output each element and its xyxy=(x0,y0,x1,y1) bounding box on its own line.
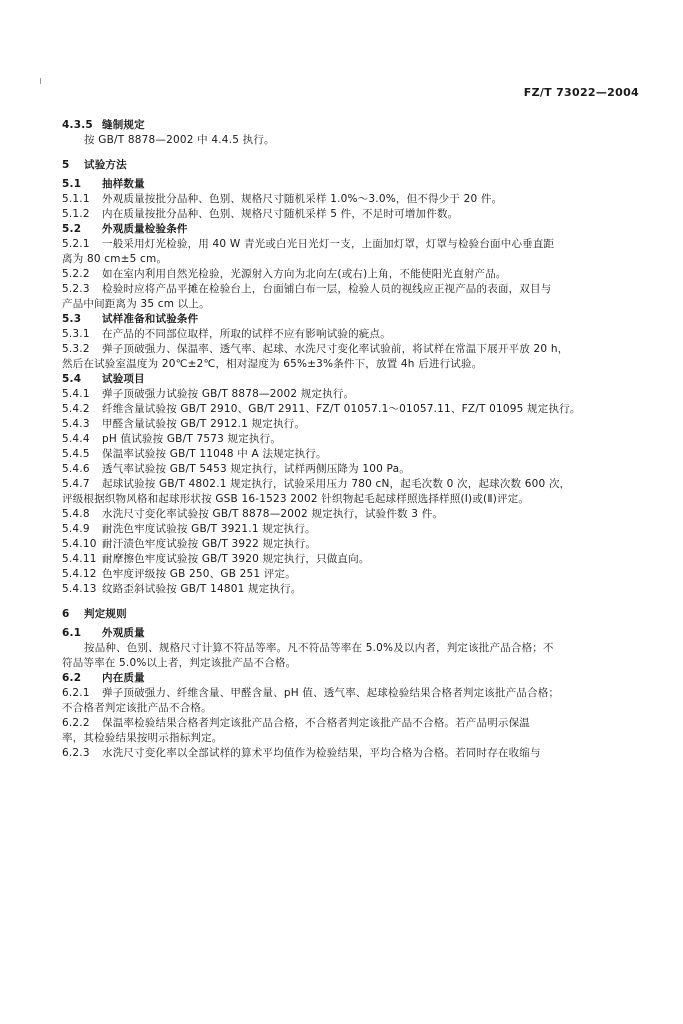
clause-number: 5.4.5 xyxy=(62,448,90,460)
clause-number: 5.4.2 xyxy=(62,403,90,415)
text-line xyxy=(62,582,644,597)
clause-number: 5.4.3 xyxy=(62,418,90,430)
text-line xyxy=(62,207,644,222)
section-heading xyxy=(62,372,644,387)
text-line xyxy=(62,641,644,656)
clause-number: 5.4.13 xyxy=(62,583,97,595)
clause-text: 起球试验按 GB/T 4802.1 规定执行，试验采用压力 780 cN，起毛次数 0 次，起球次数 600 次， xyxy=(102,478,571,490)
text-line xyxy=(62,402,644,417)
clause-number: 5.4.10 xyxy=(62,538,97,550)
clause-number: 5.4.9 xyxy=(62,523,90,535)
standard-code: FZ/T 73022—2004 xyxy=(523,86,639,99)
clause-text: 按品种、色别、规格尺寸计算不符品等率。凡不符品等率在 5.0%及以内者，判定该批产品合格；不 xyxy=(84,642,554,654)
clause-number: 5.4.6 xyxy=(62,463,90,475)
clause-text: 试样准备和试验条件 xyxy=(102,313,199,325)
clause-number: 5.4.11 xyxy=(62,553,97,565)
text-line xyxy=(62,297,644,312)
clause-text: pH 值试验按 GB/T 7573 规定执行。 xyxy=(102,433,282,445)
clause-number: 5.2.1 xyxy=(62,238,90,250)
clause-number: 5.2.2 xyxy=(62,268,90,280)
text-line xyxy=(62,686,644,701)
clause-text: 纹路歪斜试验按 GB/T 14801 规定执行。 xyxy=(102,583,302,595)
section-heading xyxy=(62,222,644,237)
clause-text: 弹子顶破强力、保温率、透气率、起球、水洗尺寸变化率试验前，将试样在常温下展开平放 20 h， xyxy=(102,343,569,355)
clause-text: 试验项目 xyxy=(102,373,145,385)
clause-text: 保温率检验结果合格者判定该批产品合格，不合格者判定该批产品不合格。若产品明示保温 xyxy=(102,717,530,729)
clause-text: 内在质量 xyxy=(102,672,145,684)
clause-text: 离为 80 cm±5 cm。 xyxy=(62,253,168,265)
clause-number: 5.4.8 xyxy=(62,508,90,520)
text-line xyxy=(62,567,644,582)
clause-text: 不合格者判定该批产品不合格。 xyxy=(62,702,212,714)
text-line xyxy=(62,701,644,716)
text-line xyxy=(62,133,644,148)
text-line xyxy=(62,522,644,537)
text-line xyxy=(62,552,644,567)
clause-number: 6.2.1 xyxy=(62,687,90,699)
text-line xyxy=(62,731,644,746)
clause-text: 产品中间距离为 35 cm 以上。 xyxy=(62,298,210,310)
clause-number: 5.4.1 xyxy=(62,388,90,400)
section-heading xyxy=(62,671,644,686)
text-line xyxy=(62,327,644,342)
text-line xyxy=(62,746,644,761)
clause-text: 水洗尺寸变化率试验按 GB/T 8878—2002 规定执行，试验件数 3 件。 xyxy=(102,508,444,520)
clause-text: 纤维含量试验按 GB/T 2910、GB/T 2911、FZ/T 01057.1～01057.11、FZ/T 01095 规定执行。 xyxy=(102,403,581,415)
clause-text: 耐汗渍色牢度试验按 GB/T 3922 规定执行。 xyxy=(102,538,317,550)
clause-number: 5 xyxy=(62,159,70,171)
clause-text: 判定规则 xyxy=(84,608,127,620)
section-heading xyxy=(62,177,644,192)
clause-text: 缝制规定 xyxy=(102,119,145,131)
text-line xyxy=(62,492,644,507)
clause-number: 5.4.4 xyxy=(62,433,90,445)
clause-number: 5.3.1 xyxy=(62,328,90,340)
clause-text: 水洗尺寸变化率以全部试样的算术平均值作为检验结果，平均合格为合格。若同时存在收缩与 xyxy=(102,747,541,759)
clause-text: 抽样数量 xyxy=(102,178,145,190)
spacer xyxy=(62,597,644,607)
text-line xyxy=(62,477,644,492)
clause-text: 内在质量按批分品种、色别、规格尺寸随机采样 5 件，不足时可增加件数。 xyxy=(102,208,459,220)
clause-text: 甲醛含量试验按 GB/T 2912.1 规定执行。 xyxy=(102,418,306,430)
clause-number: 6.2 xyxy=(62,672,82,684)
clause-number: 5.4 xyxy=(62,373,82,385)
text-line xyxy=(62,387,644,402)
clause-number: 5.1 xyxy=(62,178,82,190)
section-heading xyxy=(62,158,644,173)
section-heading xyxy=(62,607,644,622)
text-line xyxy=(62,507,644,522)
clause-text: 如在室内利用自然光检验，光源射入方向为北向左(或右)上角，不能使阳光直射产品。 xyxy=(102,268,507,280)
text-line xyxy=(62,237,644,252)
clause-text: 试验方法 xyxy=(84,159,127,171)
text-line xyxy=(62,192,644,207)
text-line xyxy=(62,282,644,297)
clause-text: 检验时应将产品平摊在检验台上，台面铺白布一层，检验人员的视线应正视产品的表面，双目与 xyxy=(102,283,552,295)
clause-text: 耐洗色牢度试验按 GB/T 3921.1 规定执行。 xyxy=(102,523,316,535)
clause-number: 6.2.2 xyxy=(62,717,90,729)
clause-text: 保温率试验按 GB/T 11048 中 A 法规定执行。 xyxy=(102,448,327,460)
spacer xyxy=(62,148,644,158)
text-line xyxy=(62,716,644,731)
clause-number: 5.3.2 xyxy=(62,343,90,355)
clause-number: 5.2 xyxy=(62,223,82,235)
clause-number: 5.4.7 xyxy=(62,478,90,490)
clause-text: 外观质量 xyxy=(102,627,145,639)
clause-text: 符品等率在 5.0%以上者，判定该批产品不合格。 xyxy=(62,657,297,669)
text-line xyxy=(62,447,644,462)
clause-text: 评级根据织物风格和起球形状按 GSB 16-1523 2002 针织物起毛起球样照选择样照(Ⅰ)或(Ⅱ)评定。 xyxy=(62,493,530,505)
document-body xyxy=(62,118,644,761)
section-heading xyxy=(62,118,644,133)
clause-text: 一般采用灯光检验，用 40 W 青光或白光日光灯一支，上面加灯罩，灯罩与检验台面中心垂直距 xyxy=(102,238,555,250)
clause-text: 外观质量检验条件 xyxy=(102,223,188,235)
text-line xyxy=(62,432,644,447)
margin-mark xyxy=(40,78,41,84)
clause-text: 耐摩擦色牢度试验按 GB/T 3920 规定执行，只做直向。 xyxy=(102,553,370,565)
clause-number: 6.2.3 xyxy=(62,747,90,759)
clause-number: 5.2.3 xyxy=(62,283,90,295)
clause-number: 5.1.1 xyxy=(62,193,90,205)
clause-text: 率，其检验结果按明示指标判定。 xyxy=(62,732,223,744)
clause-text: 色牢度评级按 GB 250、GB 251 评定。 xyxy=(102,568,296,580)
clause-number: 5.3 xyxy=(62,313,82,325)
text-line xyxy=(62,417,644,432)
clause-number: 5.4.12 xyxy=(62,568,97,580)
text-line xyxy=(62,357,644,372)
text-line xyxy=(62,462,644,477)
clause-number: 6 xyxy=(62,608,70,620)
text-line xyxy=(62,342,644,357)
text-line xyxy=(62,252,644,267)
clause-text: 然后在试验室温度为 20℃±2℃，相对湿度为 65%±3%条件下，放置 4h 后进行试验。 xyxy=(62,358,483,370)
clause-text: 透气率试验按 GB/T 5453 规定执行，试样两侧压降为 100 Pa。 xyxy=(102,463,410,475)
clause-text: 弹子顶破强力、纤维含量、甲醛含量、pH 值、透气率、起球检验结果合格者判定该批产品合格； xyxy=(102,687,560,699)
text-line xyxy=(62,267,644,282)
clause-text: 外观质量按批分品种、色别、规格尺寸随机采样 1.0%～3.0%，但不得少于 20 件。 xyxy=(102,193,503,205)
text-line xyxy=(62,537,644,552)
clause-text: 按 GB/T 8878—2002 中 4.4.5 执行。 xyxy=(84,134,275,146)
clause-text: 弹子顶破强力试验按 GB/T 8878—2002 规定执行。 xyxy=(102,388,355,400)
clause-number: 4.3.5 xyxy=(62,119,93,131)
section-heading xyxy=(62,312,644,327)
text-line xyxy=(62,656,644,671)
clause-number: 5.1.2 xyxy=(62,208,90,220)
clause-number: 6.1 xyxy=(62,627,82,639)
clause-text: 在产品的不同部位取样，所取的试样不应有影响试验的疵点。 xyxy=(102,328,391,340)
section-heading xyxy=(62,626,644,641)
